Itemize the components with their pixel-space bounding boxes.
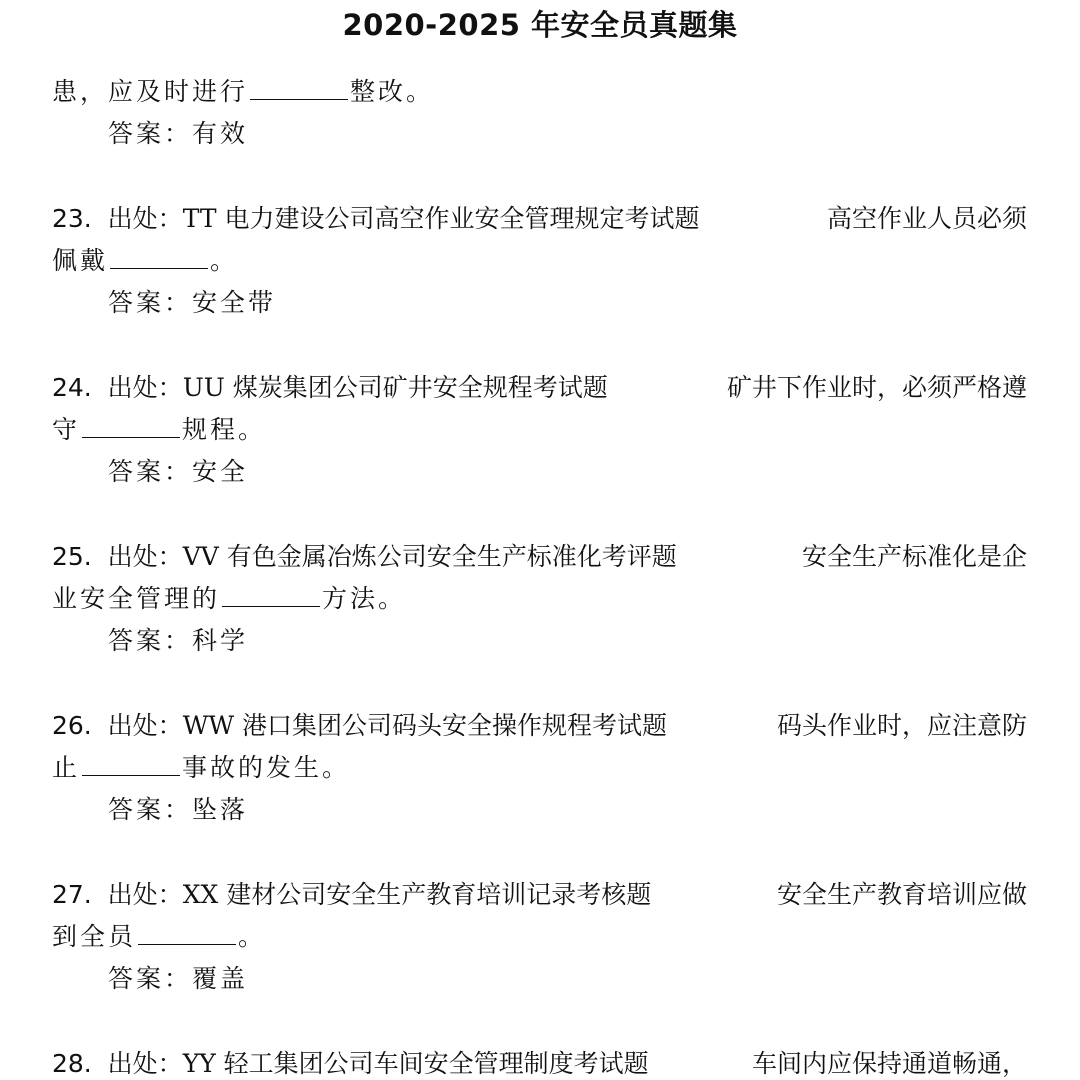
stem-text: 事故的发生。 — [182, 753, 351, 782]
question-27 — [52, 874, 1027, 916]
stem-text: 安全生产教育培训应做 — [776, 880, 1027, 909]
question-number: 25. — [52, 542, 92, 571]
answer-line — [52, 958, 1027, 1000]
source-label: 出处： — [107, 373, 183, 402]
answer-label: 答案： — [108, 457, 193, 486]
answer-line — [52, 282, 1027, 324]
stem-text: 佩戴 — [52, 246, 109, 275]
question-number: 27. — [52, 880, 92, 909]
answer-label: 答案： — [108, 795, 193, 824]
fill-in-blank — [82, 415, 180, 438]
answer-label: 答案： — [108, 119, 193, 148]
stem-text: 到全员 — [52, 922, 137, 951]
source-text: UU 煤炭集团公司矿井安全规程考试题 — [182, 373, 608, 402]
stem-text: 患，应及时进行 — [52, 77, 249, 106]
page-title: 2020-2025 年安全员真题集 — [342, 8, 738, 42]
question-23 — [52, 198, 1027, 240]
answer-line — [52, 789, 1027, 831]
stem-text: 方法。 — [322, 584, 407, 613]
question-number: 23. — [52, 204, 92, 233]
answer-text: 覆盖 — [192, 964, 249, 993]
question-stem-line — [52, 240, 1027, 282]
question-stem-line — [52, 747, 1027, 789]
source-text: XX 建材公司安全生产教育培训记录考核题 — [182, 880, 652, 909]
question-number: 24. — [52, 373, 92, 402]
fill-in-blank — [82, 753, 180, 776]
question-24 — [52, 367, 1027, 409]
source-label: 出处： — [107, 204, 183, 233]
stem-text: 规程。 — [182, 415, 267, 444]
stem-text: 止 — [52, 753, 81, 782]
answer-label: 答案： — [108, 964, 193, 993]
answer-label: 答案： — [108, 288, 193, 317]
answer-text: 安全 — [192, 457, 249, 486]
fill-in-blank — [250, 77, 348, 100]
stem-text: 高空作业人员必须 — [826, 204, 1027, 233]
source-text: WW 港口集团公司码头安全操作规程考试题 — [182, 711, 668, 740]
source-label: 出处： — [107, 711, 183, 740]
question-28 — [52, 1043, 1027, 1080]
stem-text: 车间内应保持通道畅通， — [751, 1049, 1027, 1078]
source-text: VV 有色金属冶炼公司安全生产标准化考评题 — [182, 542, 677, 571]
source-text: TT 电力建设公司高空作业安全管理规定考试题 — [182, 204, 700, 233]
answer-label: 答案： — [108, 626, 193, 655]
source-label: 出处： — [107, 880, 183, 909]
question-number: 26. — [52, 711, 92, 740]
question-stem-line — [52, 409, 1027, 451]
document-body — [52, 71, 1027, 1080]
source-label: 出处： — [107, 542, 183, 571]
question-stem-continuation — [52, 71, 1027, 113]
fill-in-blank — [222, 584, 320, 607]
stem-text: 。 — [210, 246, 239, 275]
answer-text: 有效 — [192, 119, 249, 148]
question-26 — [52, 705, 1027, 747]
question-stem-line — [52, 578, 1027, 620]
fill-in-blank — [110, 246, 208, 269]
answer-line — [52, 113, 1027, 155]
stem-text: 。 — [238, 922, 267, 951]
answer-text: 科学 — [192, 626, 249, 655]
stem-text: 矿井下作业时，必须严格遵 — [726, 373, 1027, 402]
stem-text: 整改。 — [350, 77, 435, 106]
stem-text: 安全生产标准化是企 — [801, 542, 1027, 571]
source-text: YY 轻工集团公司车间安全管理制度考试题 — [182, 1049, 649, 1078]
answer-text: 安全带 — [192, 288, 277, 317]
source-label: 出处： — [107, 1049, 183, 1078]
answer-text: 坠落 — [192, 795, 249, 824]
answer-line — [52, 620, 1027, 662]
fill-in-blank — [138, 922, 236, 945]
question-number: 28. — [52, 1049, 92, 1078]
question-25 — [52, 536, 1027, 578]
stem-text: 业安全管理的 — [52, 584, 221, 613]
stem-text: 守 — [52, 415, 81, 444]
stem-text: 码头作业时，应注意防 — [776, 711, 1027, 740]
answer-line — [52, 451, 1027, 493]
question-stem-line — [52, 916, 1027, 958]
